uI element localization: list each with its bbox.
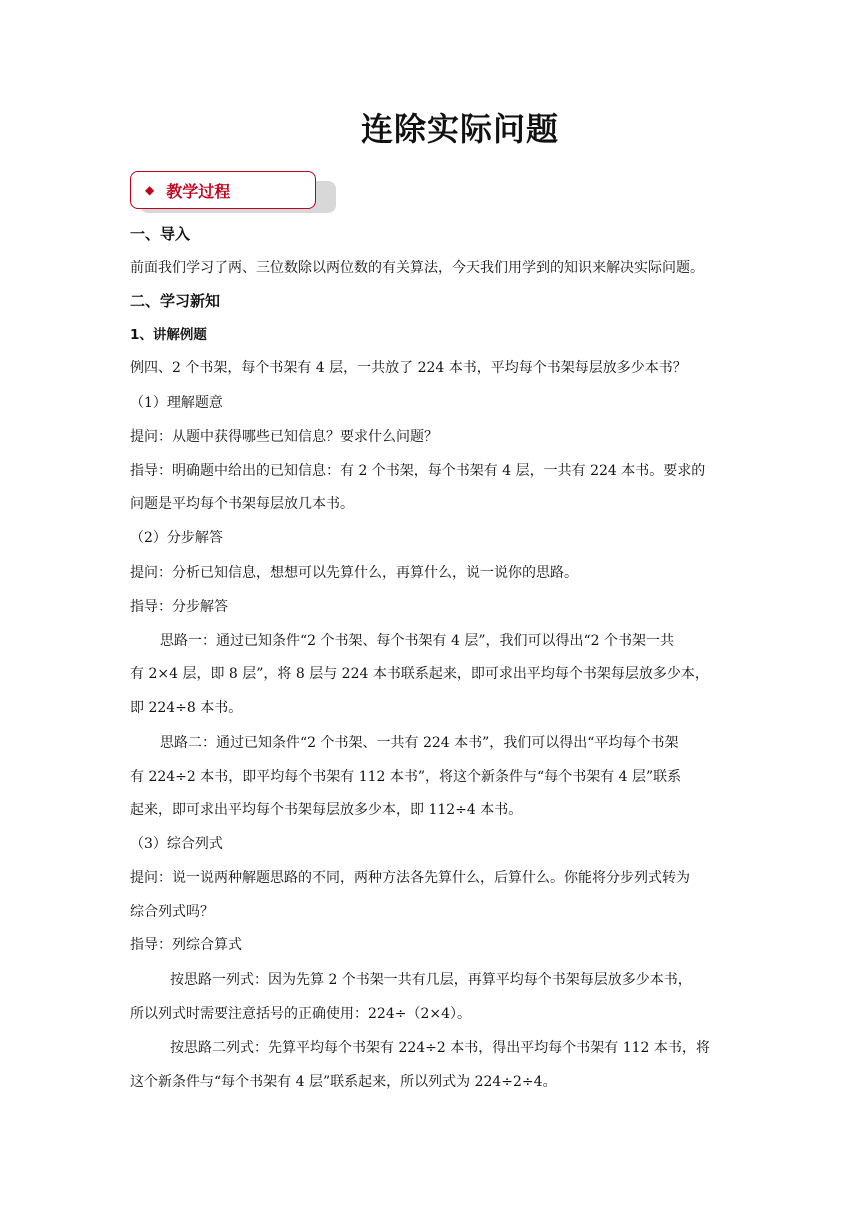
step-heading: （1）理解题意 [130, 395, 223, 411]
step-heading: （3）综合列式 [130, 836, 223, 852]
subheading-example: 1、讲解例题 [130, 327, 207, 343]
paragraph-line: 按思路二列式：先算平均每个书架有 224÷2 本书，得出平均每个书架有 112 本书，将 [170, 1040, 710, 1056]
paragraph-line: 有 224÷2 本书，即平均每个书架有 112 本书”，将这个新条件与“每个书架有 4 层”联系 [130, 769, 682, 785]
heading-new-knowledge: 二、学习新知 [130, 292, 221, 310]
section-badge [130, 171, 336, 215]
paragraph-line: 综合列式吗？ [130, 904, 214, 920]
badge-box [130, 171, 316, 209]
step-heading: （2）分步解答 [130, 530, 223, 546]
paragraph-line: 按思路一列式：因为先算 2 个书架一共有几层，再算平均每个书架每层放多少本书， [170, 972, 692, 988]
heading-intro: 一、导入 [130, 225, 191, 243]
paragraph-line: 指导：分步解答 [130, 599, 228, 615]
paragraph-line: 这个新条件与“每个书架有 4 层”联系起来，所以列式为 224÷2÷4。 [130, 1074, 557, 1090]
paragraph-line: 提问：从题中获得哪些已知信息？要求什么问题？ [130, 429, 438, 445]
paragraph-line: 提问：分析已知信息，想想可以先算什么，再算什么，说一说你的思路。 [130, 565, 578, 581]
paragraph-line: 思路一：通过已知条件“2 个书架、每个书架有 4 层”，我们可以得出“2 个书架一共 [160, 633, 674, 649]
page-title: 连除实际问题 [360, 110, 559, 148]
paragraph-line: 有 2×4 层，即 8 层”，将 8 层与 224 本书联系起来，即可求出平均每个书架每层放多少本， [130, 666, 709, 682]
paragraph-line: 问题是平均每个书架每层放几本书。 [130, 496, 354, 512]
paragraph-line: 所以列式时需要注意括号的正确使用：224÷（2×4）。 [130, 1006, 471, 1022]
paragraph-line: 前面我们学习了两、三位数除以两位数的有关算法，今天我们用学到的知识来解决实际问题。 [130, 260, 704, 276]
paragraph-line: 提问：说一说两种解题思路的不同，两种方法各先算什么，后算什么。你能将分步列式转为 [130, 870, 690, 886]
paragraph-line: 思路二：通过已知条件“2 个书架、一共有 224 本书”，我们可以得出“平均每个书架 [160, 735, 679, 751]
badge-label: 教学过程 [166, 181, 231, 201]
diamond-icon: ◆ [145, 183, 155, 197]
paragraph-line: 即 224÷8 本书。 [130, 700, 243, 716]
paragraph-line: 指导：列综合算式 [130, 937, 242, 953]
example-line: 例四、2 个书架，每个书架有 4 层，一共放了 224 本书，平均每个书架每层放多少本书？ [130, 360, 687, 376]
paragraph-line: 指导：明确题中给出的已知信息：有 2 个书架，每个书架有 4 层，一共有 224 本书。要求的 [130, 463, 706, 479]
paragraph-line: 起来，即可求出平均每个书架每层放多少本，即 112÷4 本书。 [130, 802, 523, 818]
